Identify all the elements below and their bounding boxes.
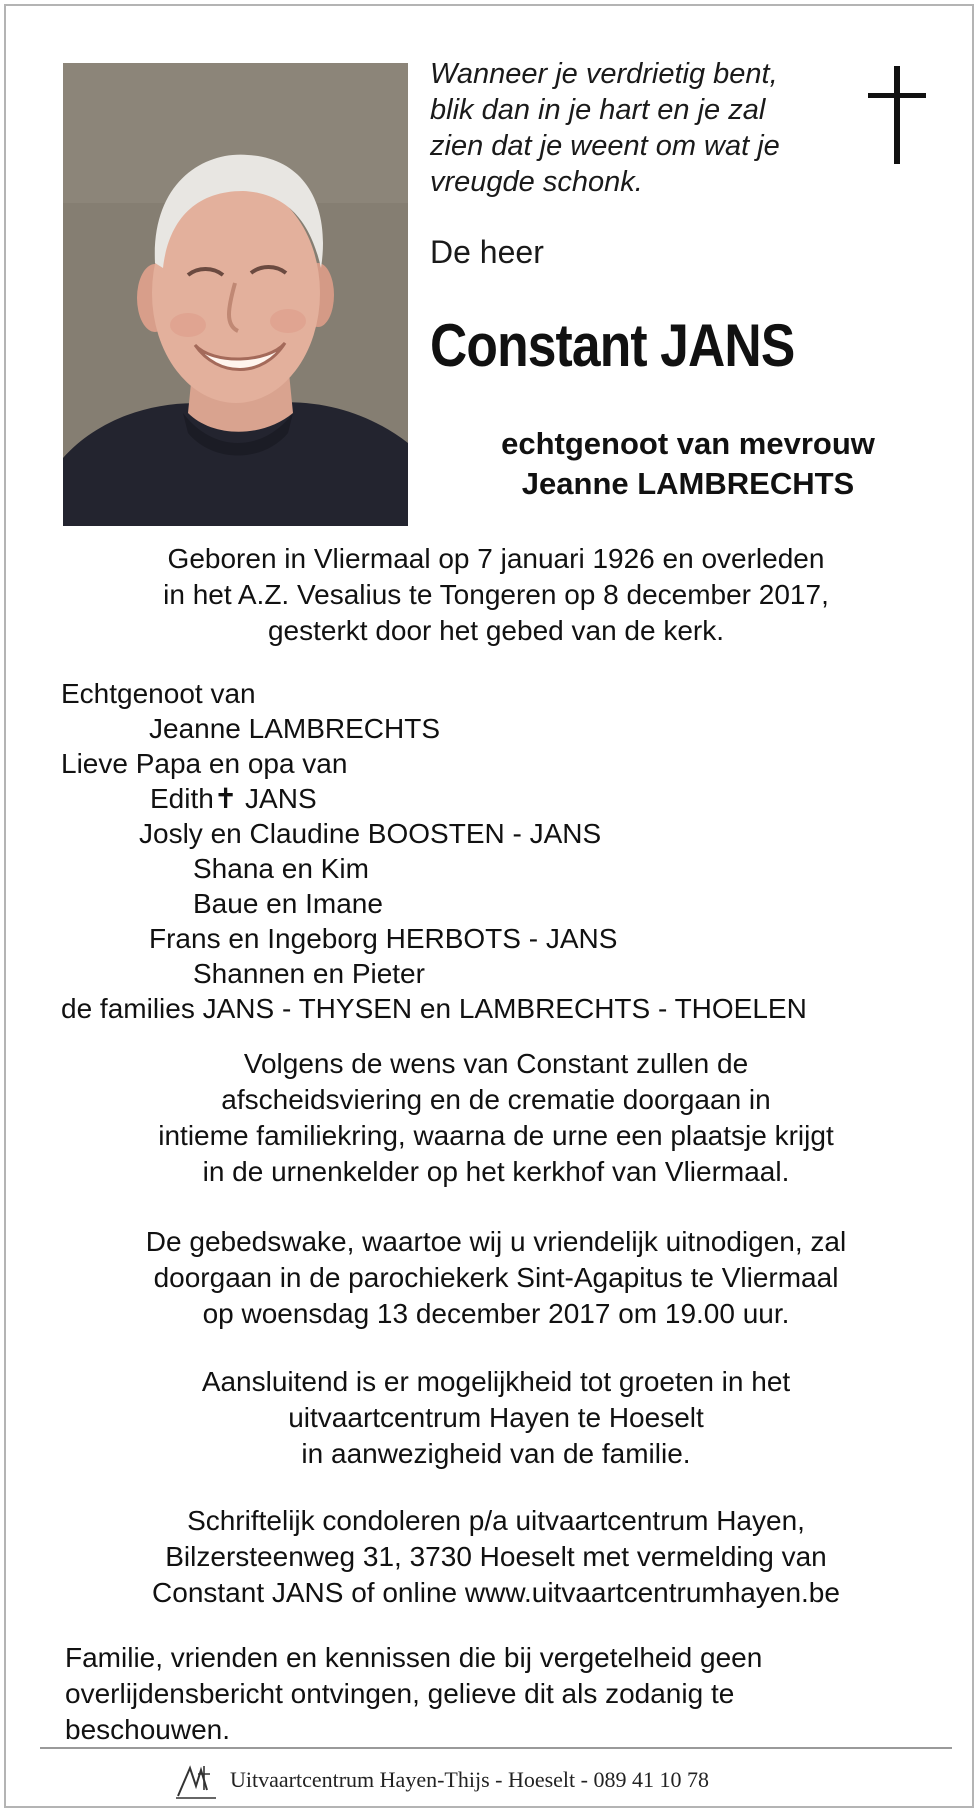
footer-text: Uitvaartcentrum Hayen-Thijs - Hoeselt - 089 41 10 78 [230, 1767, 709, 1792]
wake-text: De gebedswake, waartoe wij u vriendelijk uitnodigen, zal doorgaan in de parochiekerk Sint-Agapitus te Vliermaal op woensdag 13 december 2017 om 19.00 uur. [145, 1226, 847, 1329]
condolence-text: Schriftelijk condoleren p/a uitvaartcentrum Hayen, Bilzersteenweg 31, 3730 Hoeselt met vermelding van Constant JANS of online www.uitvaartcentrumhayen.be [152, 1505, 840, 1608]
funeral-home-logo-icon [174, 1760, 218, 1800]
closing-text: Familie, vrienden en kennissen die bij vergetelheid geen overlijdensbericht ontvingen, gelieve dit als zodanig te beschouwen. [65, 1642, 763, 1745]
family-line: Edith✝ JANS [150, 783, 317, 814]
footer-divider [40, 1747, 952, 1749]
farewell-text: Volgens de wens van Constant zullen de afscheidsviering en de crematie doorgaan in intieme familiekring, waarna de urne een plaatsje krijgt in de urnenkelder op het kerkhof van Vliermaal. [158, 1048, 834, 1187]
family-line: Baue en Imane [193, 888, 383, 919]
spouse-line-2: Jeanne LAMBRECHTS [521, 466, 855, 501]
family-line: de families JANS - THYSEN en LAMBRECHTS - THOELEN [61, 993, 807, 1024]
deceased-name: Constant JANS [430, 312, 795, 379]
family-line: Jeanne LAMBRECHTS [149, 713, 441, 744]
cross-icon [868, 66, 928, 164]
obituary-card [4, 4, 974, 1808]
greeting-text: Aansluitend is er mogelijkheid tot groeten in het uitvaartcentrum Hayen te Hoeselt in aanwezigheid van de familie. [201, 1366, 791, 1469]
footer [174, 1758, 709, 1802]
family-line: Josly en Claudine BOOSTEN - JANS [139, 818, 602, 849]
birth-death-text: Geboren in Vliermaal op 7 januari 1926 en overleden in het A.Z. Vesalius te Tongeren op 8 december 2017, gesterkt door het gebed van de kerk. [163, 543, 829, 646]
portrait-illustration [63, 63, 408, 526]
family-line: Frans en Ingeborg HERBOTS - JANS [149, 923, 618, 954]
spouse-line-1: echtgenoot van mevrouw [501, 426, 875, 461]
spouse-info [408, 424, 968, 504]
family-line: Echtgenoot van [61, 678, 256, 709]
family-line: Lieve Papa en opa van [61, 748, 348, 779]
family-line: Shannen en Pieter [193, 958, 425, 989]
portrait-photo [63, 63, 408, 526]
family-line: Shana en Kim [193, 853, 369, 884]
salutation: De heer [430, 234, 544, 270]
memorial-quote: Wanneer je verdrietig bent, blik dan in je hart en je zal zien dat je weent om wat je vreugde schonk. [430, 58, 780, 198]
